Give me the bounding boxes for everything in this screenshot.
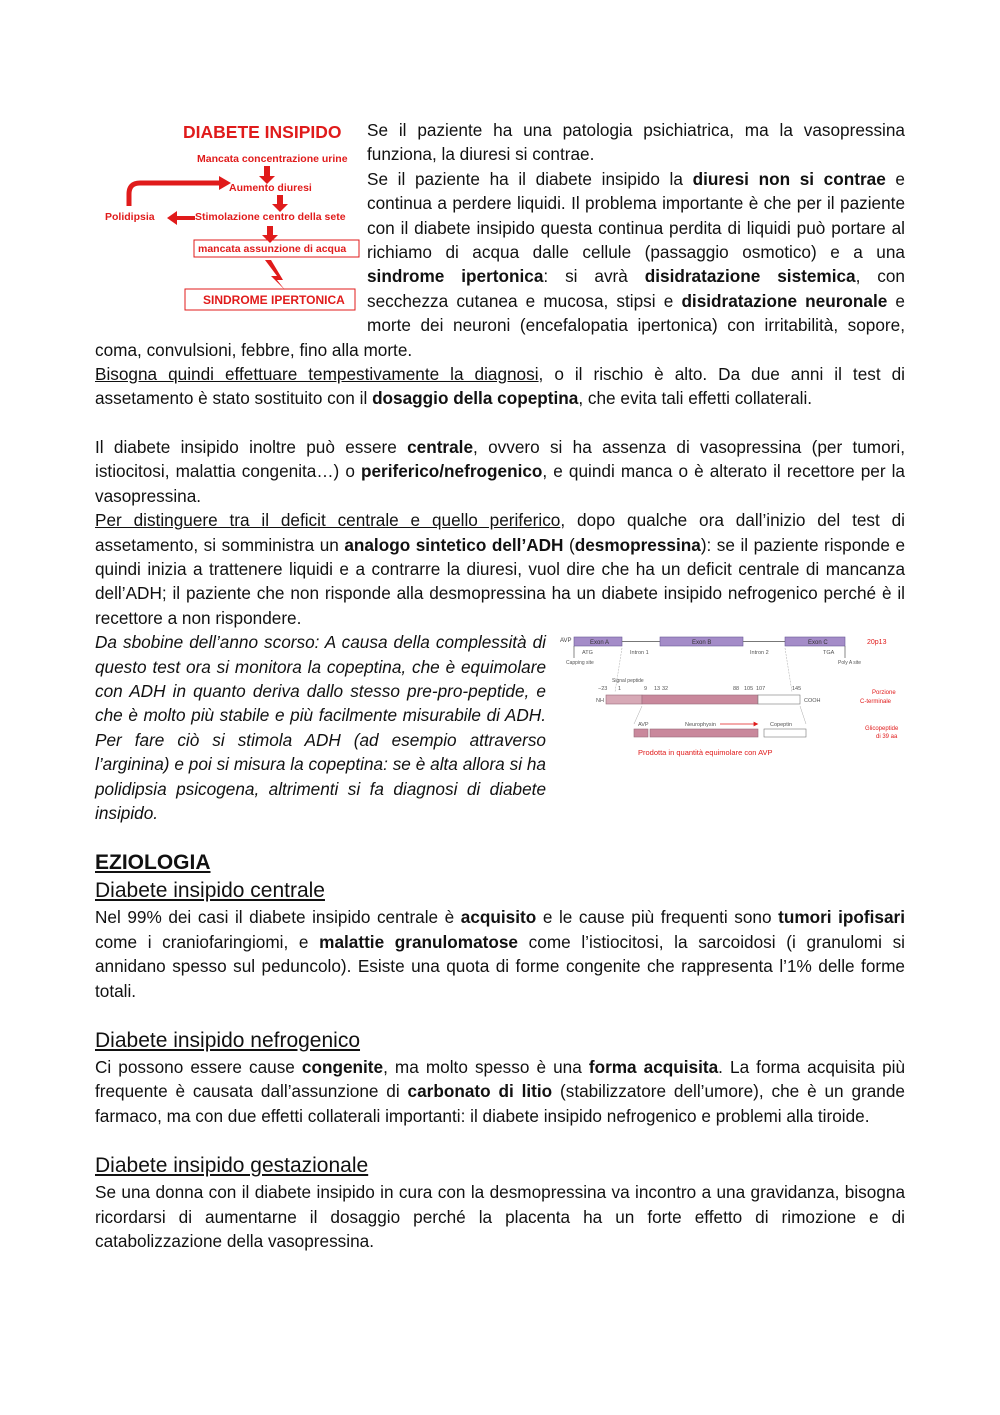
flowchart-step-2: Aumento diuresi xyxy=(229,182,312,194)
avp-box xyxy=(634,729,648,737)
svg-text:Copeptin: Copeptin xyxy=(770,722,793,729)
flowchart-step-3: Stimolazione centro della sete xyxy=(195,211,346,223)
flowchart-step-5: SINDROME IPERTONICA xyxy=(203,293,345,307)
copeptin-box-2 xyxy=(764,729,806,737)
atg-label: ATG xyxy=(582,650,593,657)
avp-label: AVP xyxy=(560,638,572,645)
lightning-icon xyxy=(265,260,285,290)
exon-b-label: Exon B xyxy=(692,640,712,647)
paragraph-9: Se una donna con il diabete insipido in cura con la desmopressina va incontro a una gravidanza, bisogna ricordarsi di aumentarne il dosaggio perché la placenta ha un forte effetto di rimozione e di catabolizzazione della vasopressina. xyxy=(95,1182,905,1252)
capping-label: Capping site xyxy=(566,660,594,667)
nh-label: NH xyxy=(596,698,604,705)
neurophysin-box-2 xyxy=(650,729,758,737)
signal-peptide-label: Signal peptide xyxy=(612,678,644,685)
heading-nefrogenico: Diabete insipido nefrogenico xyxy=(95,1029,361,1052)
cooh-label: COOH xyxy=(804,698,821,705)
svg-text:88: 88 xyxy=(733,686,740,693)
tga-label: TGA xyxy=(823,650,835,657)
svg-text:−23: −23 xyxy=(598,686,608,693)
paragraph-1: Se il paziente ha una patologia psichiatrica, ma la vasopressina funziona, la diuresi si contrae. xyxy=(367,120,905,165)
svg-text:Neurophysin: Neurophysin xyxy=(685,722,716,729)
flowchart-figure xyxy=(95,118,367,314)
svg-text:32: 32 xyxy=(662,686,669,693)
paragraph-5: Per distinguere tra il deficit centrale e quello periferico, dopo qualche ora dall’inizio del test di assetamento, si somministra un analogo sintetico dell’ADH (desmopressina): se il paziente risponde e quindi inizia a trattenere liquidi e a contrarre la diuresi, vuol dire che ha un deficit centrale di mancanza dell’ADH; il paziente che non risponde alla desmopressina ha un diabete insipido nefrogenico perché è il recettore a non rispondere. xyxy=(95,510,906,628)
heading-centrale: Diabete insipido centrale xyxy=(95,879,325,903)
exon-c-label: Exon C xyxy=(808,640,828,647)
svg-text:9: 9 xyxy=(644,686,648,693)
svg-text:107: 107 xyxy=(756,686,766,693)
heading-gestazionale: Diabete insipido gestazionale xyxy=(95,1154,369,1178)
flowchart-step-4: mancata assunzione di acqua xyxy=(198,243,347,255)
gene-diagram-caption: Prodotta in quantità equimolare con AVP xyxy=(638,748,773,758)
intron-2-label: Intron 2 xyxy=(750,650,769,657)
paragraph-3: Bisogna quindi effettuare tempestivamente la diagnosi, o il rischio è alto. Da due anni il test di assetamento è stato sostituito con il dosaggio della copeptina, che evita tali effetti collaterali. xyxy=(95,364,906,409)
flowchart-title: DIABETE INSIPIDO xyxy=(183,122,342,142)
loop-arrow-icon xyxy=(129,183,223,206)
glyco-label-1: Glicopeptide xyxy=(865,726,899,733)
paragraph-8: Ci possono essere cause congenite, ma molto spesso è una forma acquisita. La forma acquisita più frequente è causata dall’assunzione di carbonato di litio (stabilizzatore dell’umore), che è un grande farmaco, ma con due effetti collaterali importanti: il diabete insipido nefrogenico e problemi alla tiroide. xyxy=(95,1057,906,1126)
document-page xyxy=(95,118,905,1253)
flowchart-svg xyxy=(95,118,367,314)
svg-text:1: 1 xyxy=(618,686,622,693)
glyco-label-2: di 39 aa xyxy=(876,734,898,741)
svg-text:AVP: AVP xyxy=(638,722,649,729)
flowchart-step-1: Mancata concentrazione urine xyxy=(197,153,348,165)
paragraph-4: Il diabete insipido inoltre può essere centrale, ovvero si ha assenza di vasopressina (per tumori, istiocitosi, malattia congenita…) o periferico/nefrogenico, e quindi manca o è alterato il recettore per la vasopressina. xyxy=(95,436,905,506)
chromosome-label: 20p13 xyxy=(867,639,887,647)
heading-eziologia: EZIOLOGIA xyxy=(95,851,211,875)
arrow-down-icon xyxy=(272,195,288,212)
svg-text:105: 105 xyxy=(744,686,754,693)
svg-text:13: 13 xyxy=(654,686,661,693)
flowchart-side: Polidipsia xyxy=(105,211,155,223)
intron-1-label: Intron 1 xyxy=(630,650,649,657)
portion-label-1: Porzione xyxy=(872,690,896,697)
signal-peptide-box xyxy=(606,695,642,704)
neurophysin-box xyxy=(642,695,758,704)
arrow-left-icon xyxy=(167,211,195,225)
svg-text:145: 145 xyxy=(792,686,802,693)
exon-a-label: Exon A xyxy=(590,640,610,647)
gene-diagram-svg xyxy=(560,632,905,778)
paragraph-2: Se il paziente ha il diabete insipido la diuresi non si contrae e continua a perdere liquidi. Il problema importante è che per il paziente con il diabete insipido questa continua perdita di liquidi può portare al richiamo di acqua dalle cellule (passaggio osmotico) e a una sindrome ipertonica: si avrà disidratazione sistemica, con secchezza cutanea e mucosa, stipsi e disidratazione neuronale e morte dei neuroni (encefalopatia ipertonica) con irritabilità, sopore, coma, convulsioni, febbre, fino alla morte. xyxy=(95,168,905,360)
polya-label: Poly A site xyxy=(838,660,862,667)
paragraph-7: Nel 99% dei casi il diabete insipido centrale è acquisito e le cause più frequenti sono tumori ipofisari come i craniofaringiomi, e malattie granulomatose come l’istiocitosi, la sarcoidosi (i granulomi si annidano spesso sul peduncolo). Esiste una quota di forme congenite che rappresenta l’1% delle forme totali. xyxy=(95,907,905,1001)
portion-label-2: C-terminale xyxy=(860,699,892,706)
gene-diagram-figure xyxy=(560,632,905,778)
copeptin-box xyxy=(758,695,800,704)
paragraph-6-italic: Da sbobine dell’anno scorso: A causa della complessità di questo test ora si monitora la copeptina, che è equimolare con ADH in quanto deriva dallo stesso pre-pro-peptide, e che è molto più stabile e più facilmente misurabile di ADH. Per fare ciò si stimola ADH (ad esempio attraverso l’arginina) e poi si misura la copeptina: se è alta allora si ha polidipsia psicogena, altrimenti si fa diagnosi di diabete insipido. xyxy=(95,632,546,823)
